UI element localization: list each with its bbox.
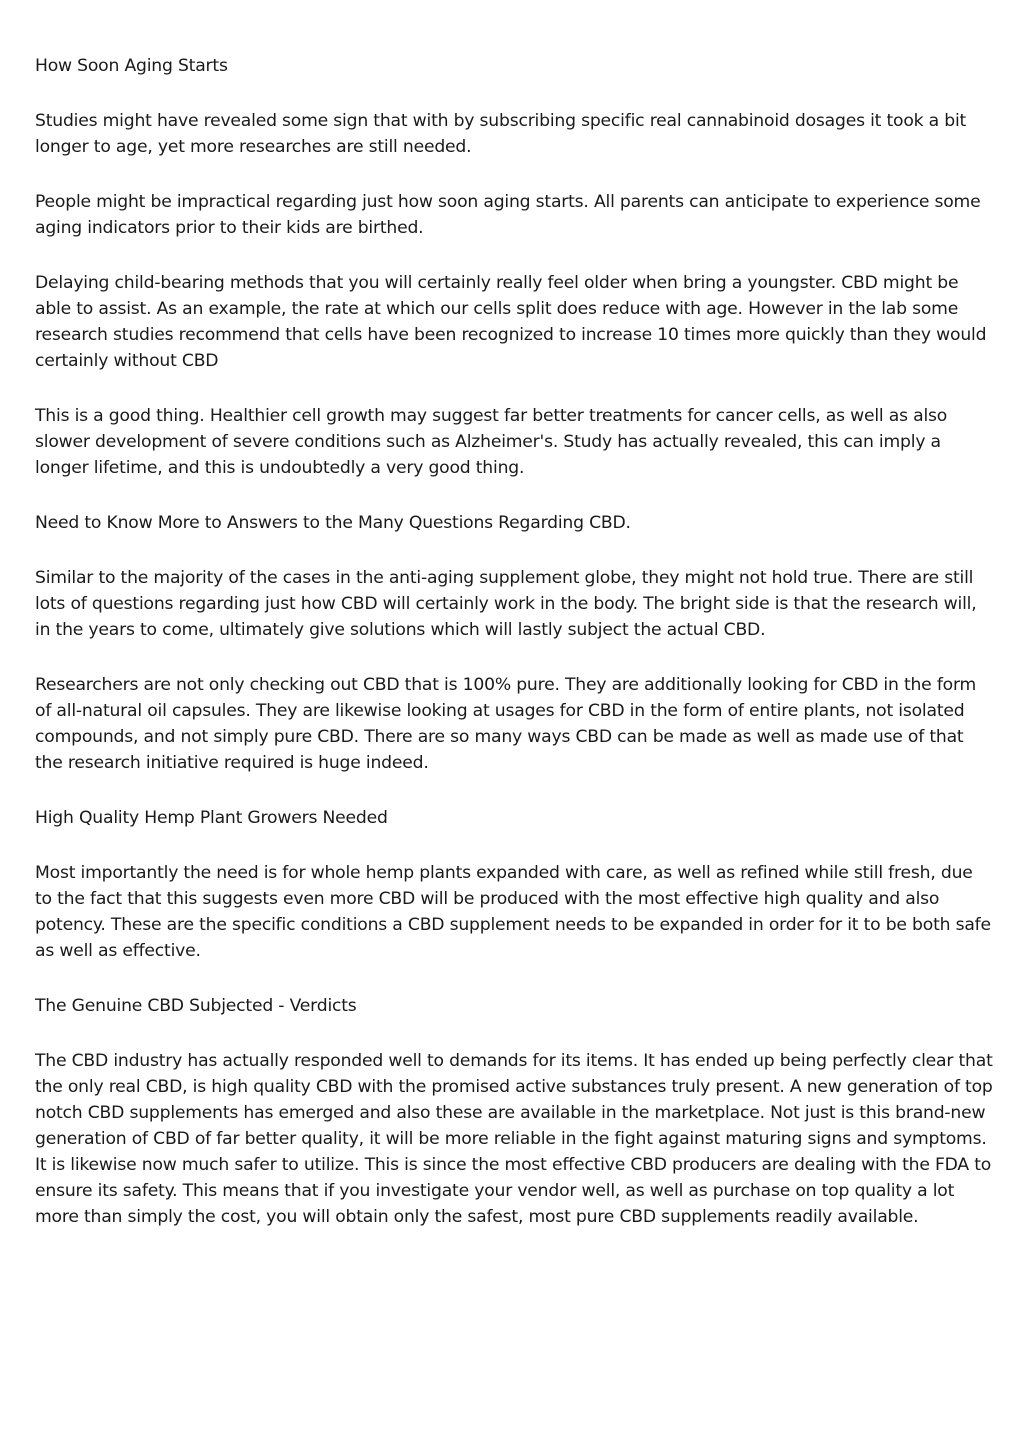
paragraph-cbd-industry: The CBD industry has actually responded well to demands for its items. It has ended up being perfectly clear that the only real CBD, is high quality CBD with the promised active substances truly present. A new generation of top notch CBD supplements has emerged and also these are available in the marketplace. Not just is this brand-new generation of CBD of far better quality, it will be more reliable in the fight against maturing signs and symptoms. It is likewise now much safer to utilize. This is since the most effective CBD producers are dealing with the FDA to ensure its safety. This means that if you investigate your vendor well, as well as purchase on top quality a lot more than simply the cost, you will obtain only the safest, most pure CBD supplements readily available. — [35, 1051, 993, 1227]
paragraph-studies: Studies might have revealed some sign that with by subscribing specific real cannabinoid dosages it took a bit longer to age, yet more researches are still needed. — [35, 111, 967, 157]
heading-verdicts: The Genuine CBD Subjected - Verdicts — [35, 996, 357, 1016]
heading-hemp-growers: High Quality Hemp Plant Growers Needed — [35, 808, 388, 828]
paragraph-good-thing: This is a good thing. Healthier cell growth may suggest far better treatments for cancer cells, as well as also slower development of severe conditions such as Alzheimer's. Study has actually revealed, this can imply a longer lifetime, and this is undoubtedly a very good thing. — [35, 406, 948, 478]
paragraph-researchers: Researchers are not only checking out CBD that is 100% pure. They are additionally looking for CBD in the form of all-natural oil capsules. They are likewise looking at usages for CBD in the form of entire plants, not isolated compounds, and not simply pure CBD. There are so many ways CBD can be made as well as made use of that the research initiative required is huge indeed. — [35, 675, 977, 773]
paragraph-delaying: Delaying child-bearing methods that you will certainly really feel older when bring a youngster. CBD might be able to assist. As an example, the rate at which our cells split does reduce with age. However in the lab some research studies recommend that cells have been recognized to increase 10 times more quickly than they would certainly without CBD — [35, 273, 987, 371]
paragraph-similar: Similar to the majority of the cases in the anti-aging supplement globe, they might not hold true. There are still lots of questions regarding just how CBD will certainly work in the body. The bright side is that the research will, in the years to come, ultimately give solutions which will lastly subject the actual CBD. — [35, 568, 977, 640]
heading-how-soon-aging-starts: How Soon Aging Starts — [35, 56, 228, 76]
heading-need-to-know: Need to Know More to Answers to the Many Questions Regarding CBD. — [35, 513, 631, 533]
document-page — [35, 53, 993, 1259]
paragraph-most-importantly: Most importantly the need is for whole hemp plants expanded with care, as well as refined while still fresh, due to the fact that this suggests even more CBD will be produced with the most effective high quality and also potency. These are the specific conditions a CBD supplement needs to be expanded in order for it to be both safe as well as effective. — [35, 863, 991, 961]
paragraph-people: People might be impractical regarding just how soon aging starts. All parents can anticipate to experience some aging indicators prior to their kids are birthed. — [35, 192, 981, 238]
